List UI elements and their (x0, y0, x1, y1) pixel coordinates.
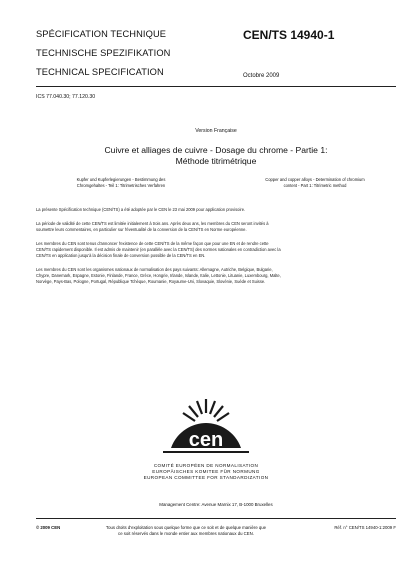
paragraph-line: CEN/TS en application jusqu'à la décision finale de conversion possible de la CEN/TS en EN. (36, 253, 206, 259)
paragraph-member-countries (36, 267, 396, 286)
paragraph-line: Chypre, Danemark, Espagne, Estonie, Finlande, France, Grèce, Hongrie, Irlande, Islande, Italie, Lettonie, Lituanie, Luxembourg, Malte, (36, 273, 281, 279)
header-line-fr: SPÉCIFICATION TECHNIQUE (36, 29, 167, 39)
german-title (36, 177, 206, 189)
cen-logo-text: cen (188, 429, 224, 451)
paragraph-adoption (36, 207, 396, 213)
document-reference: CEN/TS 14940-1 (243, 28, 335, 42)
header-rule (36, 86, 396, 87)
rights-line: ce soit réservés dans le monde entier aux membres nationaux du CEN. (118, 531, 254, 536)
title-line-2: Méthode titrimétrique (175, 156, 257, 166)
english-title (230, 177, 400, 189)
footer-rule (36, 518, 396, 519)
paragraph-line: soumettre leurs commentaires, en particulier sur l'éventualité de la conversion de la CEN/TS en Norme européenne. (36, 227, 247, 233)
paragraph-members-duty (36, 241, 396, 260)
paragraph-line: CEN/TS rapidement disponible. Il est admis de maintenir (en parallèle avec la CEN/TS) des normes nationales en contradiction avec la (36, 247, 281, 253)
paragraph-line: La présente Spécification technique (CEN/TS) a été adoptée par le CEN le 23 mai 2009 pour application provisoire. (36, 207, 246, 212)
cen-logo (157, 393, 255, 461)
cen-logo-graphic (157, 393, 255, 461)
copyright-notice: © 2009 CEN (36, 525, 61, 530)
paragraph-line: Norvège, Pays-Bas, Pologne, Portugal, République Tchèque, Roumanie, Royaume-Uni, Slovaquie, Slovénie, Suède et Suisse. (36, 279, 266, 285)
ics-code: ICS 77.040.30; 77.120.30 (36, 94, 96, 100)
document-title (36, 145, 396, 167)
org-name-fr: COMITÉ EUROPÉEN DE NORMALISATION (153, 463, 259, 468)
publication-date: Octobre 2009 (243, 73, 280, 79)
paragraph-line: Les membres du CEN sont les organismes nationaux de normalisation des pays suivants: Allemagne, Autriche, Belgique, Bulgarie, (36, 267, 273, 272)
version-label: Version Française (195, 128, 237, 134)
paragraph-validity (36, 221, 396, 233)
rights-line: Tous droits d'exploitation sous quelque forme que ce soit et de quelque manière que (105, 525, 267, 530)
german-title-line: Chromgehaltes - Teil 1: Titrimetrisches Verfahren (76, 183, 166, 188)
header-line-en: TECHNICAL SPECIFICATION (36, 67, 164, 77)
management-centre-address: Management Centre: Avenue Marnix 17, B-1000 Bruxelles (159, 502, 273, 507)
english-title-line: content - Part 1: Titrimetric method (283, 183, 347, 188)
rights-reserved-text (76, 525, 296, 537)
paragraph-line: La période de validité de cette CEN/TS est limitée initialement à trois ans. Après deux ans, les membres du CEN seront invités à (36, 221, 269, 226)
org-name-de: EUROPÄISCHES KOMITEE FÜR NORMUNG (152, 468, 260, 474)
title-line-1: Cuivre et alliages de cuivre - Dosage du chrome - Partie 1: (104, 145, 328, 155)
paragraph-line: Les membres du CEN sont tenus d'annoncer l'existence de cette CEN/TS de la même façon que pour une EN et de rendre cette (36, 241, 269, 246)
reference-number: Réf. n° CEN/TS 14940-1:2009 F (334, 525, 396, 530)
org-name-en: EUROPEAN COMMITTEE FOR STANDARDIZATION (143, 474, 269, 480)
cen-organisation-names (106, 463, 306, 480)
english-title-line: Copper and copper alloys - Determination of chromium (265, 177, 365, 182)
german-title-line: Kupfer und Kupferlegierungen - Bestimmung des (76, 177, 166, 182)
header-line-de: TECHNISCHE SPEZIFIKATION (36, 48, 171, 58)
